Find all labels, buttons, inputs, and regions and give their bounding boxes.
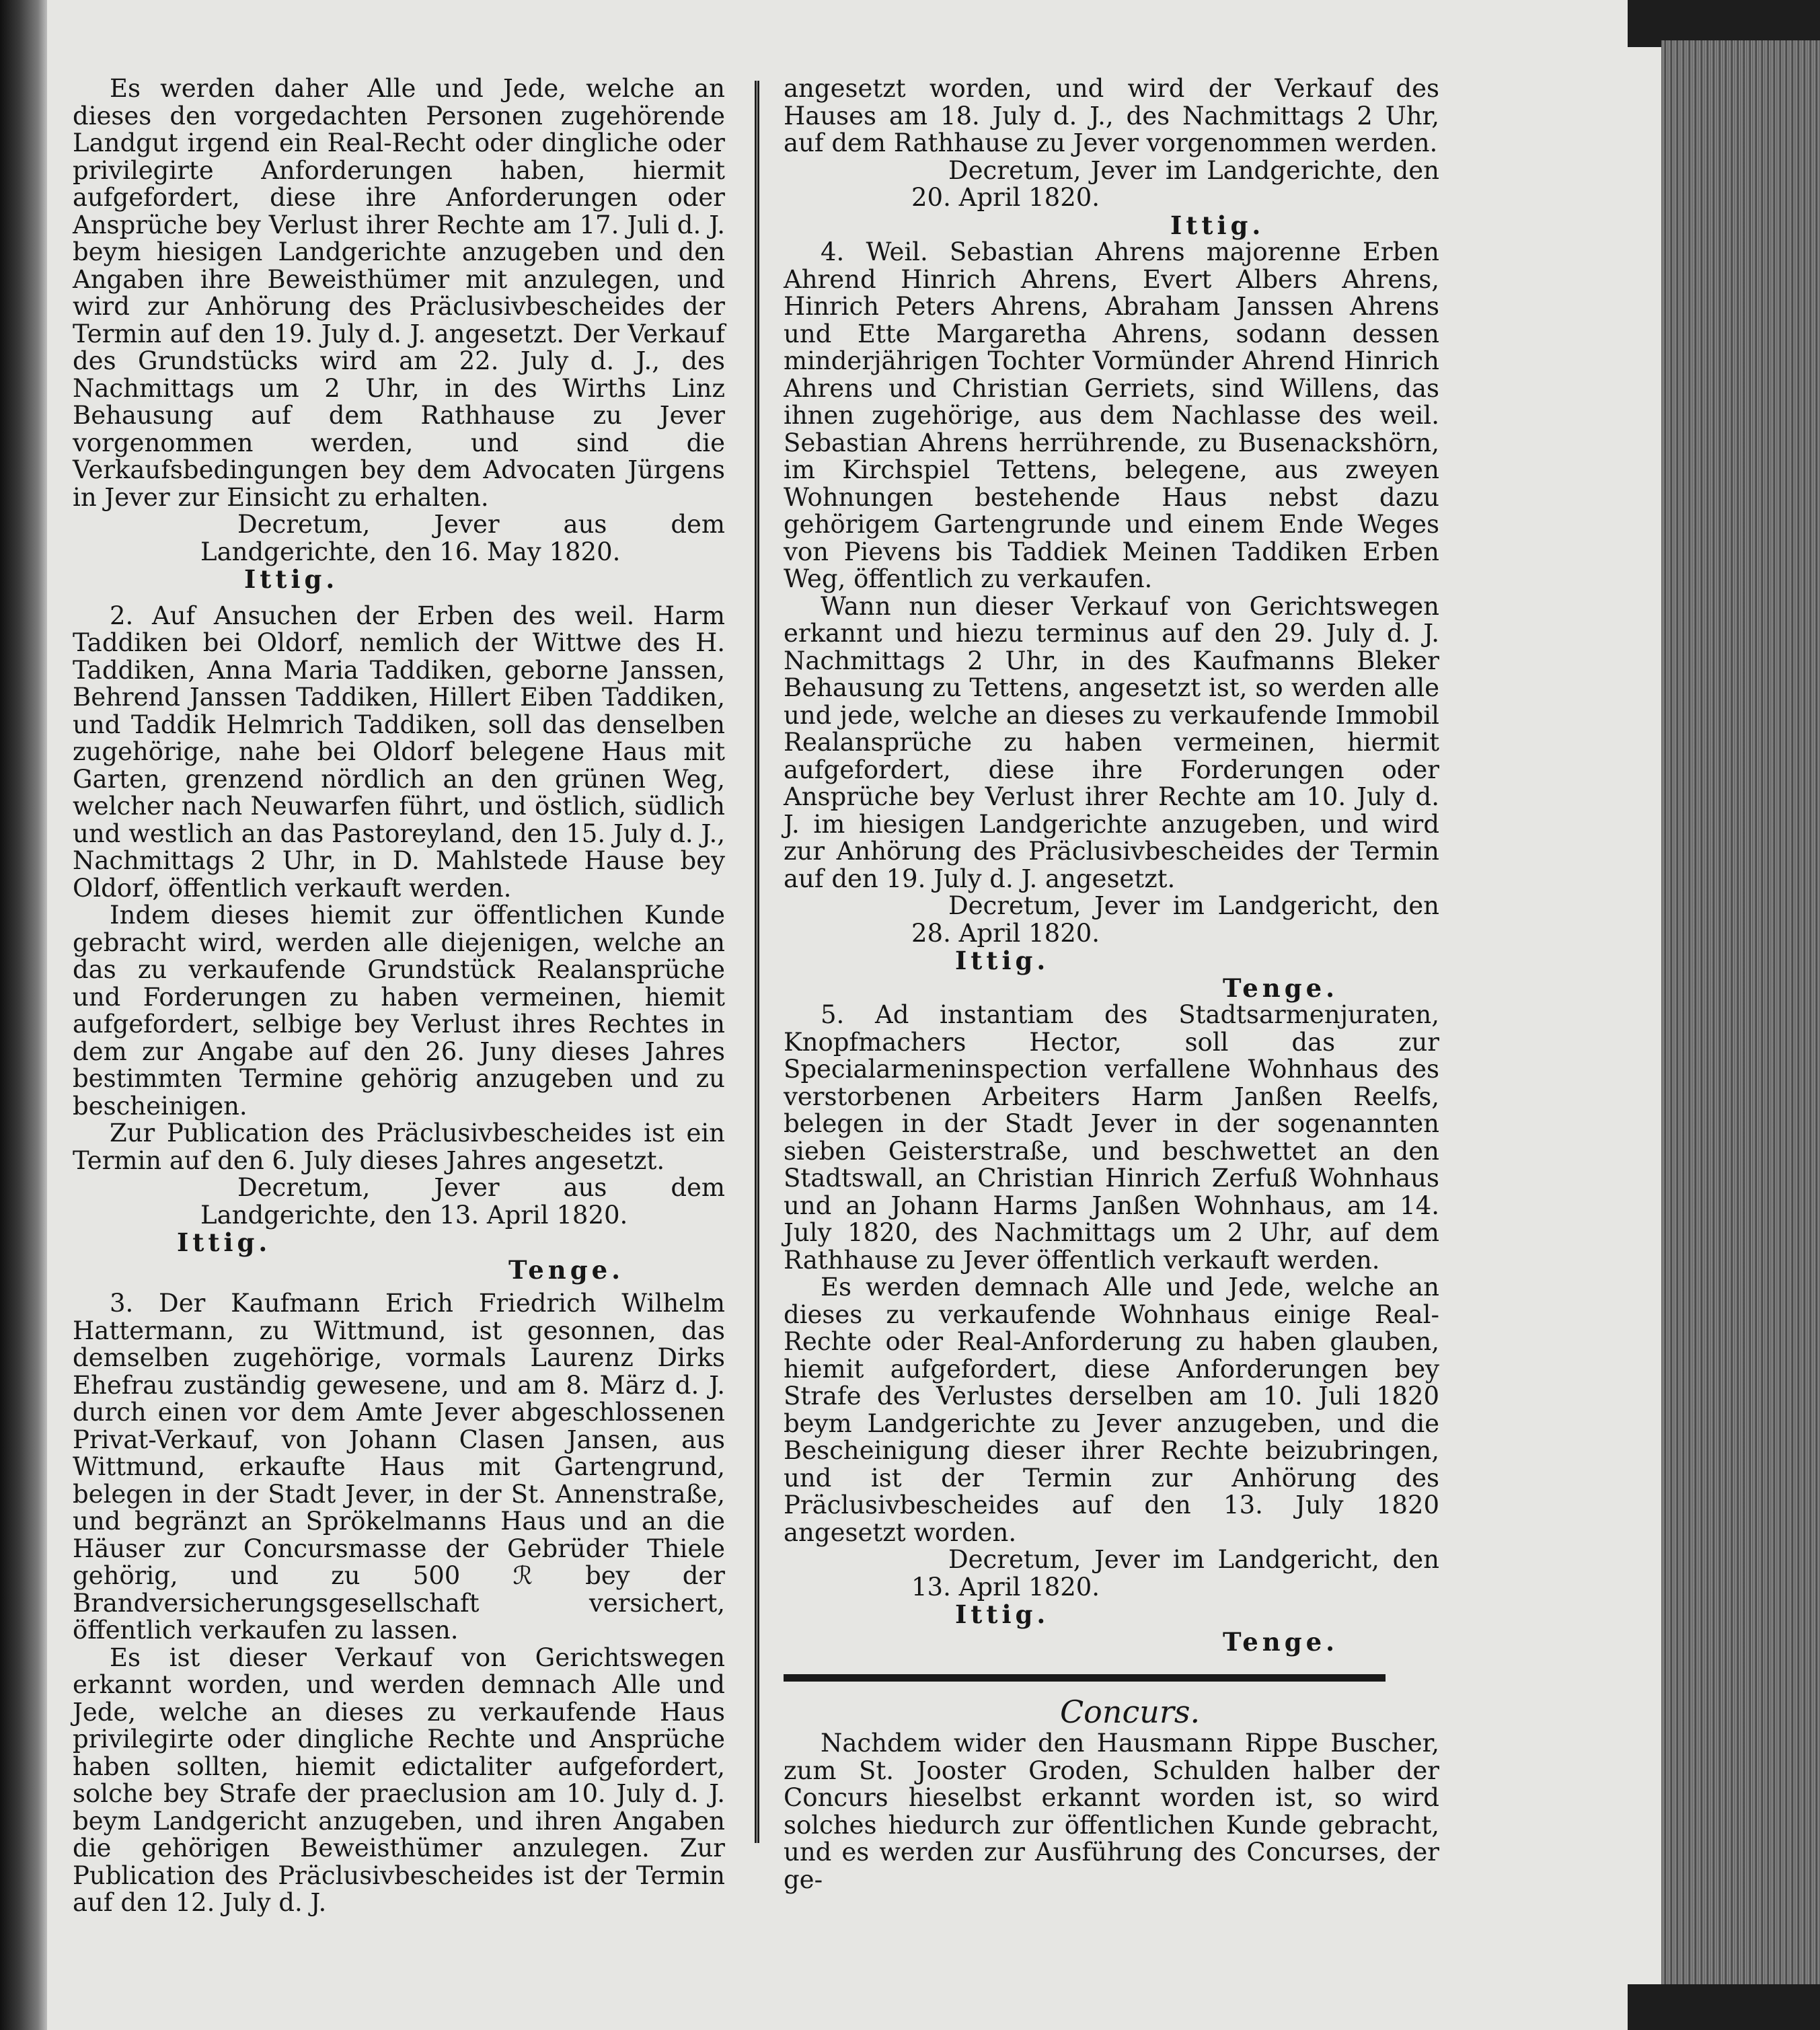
signature-ittig-5: Ittig. [955, 1600, 1050, 1629]
notice-4-summons: Wann nun dieser Verkauf von Gerichtswegen erkannt und hiezu terminus auf den 29. July d. J. Nachmittags 2 Uhr, in des Kaufmanns Bleker Behausung zu Tettens, angesetzt ist, so werden alle und jede, welche an dieses zu verkaufende Immobil Realansprüche zu haben vermeinen, hiermit aufgefordert, diese ihre Forderungen oder Ansprüche bey Verlust ihrer Rechte am 10. July d. J. im hiesigen Landgerichte anzugeben, und wird zur Anhörung des Präclusivbescheides der Termin auf den 19. July d. J. angesetzt. [784, 591, 1439, 893]
notice-2-text: 2. Auf Ansuchen der Erben des weil. Harm Taddiken bei Oldorf, nemlich der Wittwe des H. Taddiken, Anna Maria Taddiken, geborne Janssen, Behrend Janssen Taddiken, Hillert Eiben Taddiken, und Taddik Helmrich Taddiken, soll das denselben zugehörige, nahe bei Oldorf belegene Haus mit Garten, grenzend nördlich an den grünen Weg, welcher nach Neuwarfen führt, und östlich, südlich und westlich an das Pastoreyland, den 15. July d. J., Nachmittags 2 Uhr, in D. Mahlstede Hause bey Oldorf, öffentlich verkauft werden. [73, 601, 725, 903]
signature-tenge-2: Tenge. [508, 1254, 624, 1285]
decretum-2: Decretum, Jever aus dem Landgerichte, den 13. April 1820. [200, 1173, 725, 1230]
column-divider [755, 81, 759, 1843]
notice-3-text: 3. Der Kaufmann Erich Friedrich Wilhelm Hattermann, zu Wittmund, ist gesonnen, das demselben zugehörige, vormals Laurenz Dirks Ehefrau zuständig gewesene, und am 8. März d. J. durch einen vor dem Amte Jever abgeschlossenen Privat-Verkauf, von Johann Clasen Jansen, aus Wittmund, erkaufte Haus mit Gartengrund, belegen in der Stadt Jever, in der St. Annenstraße, und begränzt an Sprökelmanns Haus und an die Häuser zur Concursmasse der Gebrüder Thiele gehörig, und zu 500 ℛ bey der Brandversicherungsgesellschaft versichert, öffentlich verkaufen zu lassen. [73, 1289, 725, 1645]
decretum-3: Decretum, Jever im Landgerichte, den 20. April 1820. [911, 155, 1439, 212]
decretum-1: Decretum, Jever aus dem Landgerichte, den 16. May 1820. [200, 510, 725, 566]
right-column [784, 75, 1439, 1893]
notice-4-text: 4. Weil. Sebastian Ahrens majorenne Erben Ahrend Hinrich Ahrens, Evert Albers Ahrens, Hinrich Peters Ahrens, Abraham Janssen Ahrens und Ette Margaretha Ahrens, sodann dessen minderjährigen Tochter Vormünder Ahrend Hinrich Ahrens und Christian Gerriets, sind Willens, das ihnen zugehörige, aus dem Nachlasse des weil. Sebastian Ahrens herrührende, zu Busenackshörn, im Kirchspiel Tettens, belegene, aus zweyen Wohnungen bestehende Haus nebst dazu gehörigem Gartengrunde und einem Ende Weges von Pievens bis Taddiek Meinen Taddiken Erben Weg, öffentlich zu verkaufen. [784, 237, 1439, 593]
notice-1-conclusion: Es werden daher Alle und Jede, welche an dieses den vorgedachten Personen zugehörende Landgut irgend ein Real-Recht oder dingliche oder privilegirte Anforderungen haben, hiermit aufgefordert, diese ihre Anforderungen oder Ansprüche bey Verlust ihrer Rechte am 17. Juli d. J. beym hiesigen Landgerichte anzugeben und den Angaben ihre Beweisthümer mit anzulegen, und wird zur Anhörung des Präclusivbescheides der Termin auf den 19. July d. J. angesetzt. Der Verkauf des Grundstücks wird am 22. July d. J., des Nachmittags um 2 Uhr, in des Wirths Linz Behausung auf dem Rathhause zu Jever vorgenommen werden, und sind die Verkaufsbedingungen bey dem Advocaten Jürgens in Jever zur Einsicht zu erhalten. [73, 74, 725, 512]
signature-ittig-3: Ittig. [1170, 210, 1265, 240]
section-rule [784, 1674, 1386, 1682]
notice-2-publication: Zur Publication des Präclusivbescheides ist ein Termin auf den 6. July dieses Jahres angesetzt. [73, 1119, 725, 1175]
signature-tenge-4: Tenge. [1222, 973, 1338, 1003]
signature-ittig-2: Ittig. [177, 1228, 272, 1257]
notice-5-text: 5. Ad instantiam des Stadtsarmenjuraten, Knopfmachers Hector, soll das zur Specialarmeninspection verfallene Wohnhaus des verstorbenen Arbeiters Harm Janßen Reelfs, belegen in der Stadt Jever in der sogenannten sieben Geisterstraße, und beschwettet an den Stadtswall, an Christian Hinrich Zerfuß Wohnhaus und an Johann Harms Janßen Wohnhaus, am 14. July 1820, des Nachmittags um 2 Uhr, auf dem Rathhause zu Jever öffentlich verkauft werden. [784, 1000, 1439, 1275]
concurs-text: Nachdem wider den Hausmann Rippe Buscher, zum St. Jooster Groden, Schulden halber der Concurs hieselbst erkannt worden ist, so wird solches hiedurch zur öffentlichen Kunde gebracht, und es werden zur Ausführung des Concurses, der ge- [784, 1729, 1439, 1894]
notice-5-summons: Es werden demnach Alle und Jede, welche an dieses zu verkaufende Wohnhaus einige Real-Rechte oder Real-Anforderung zu haben glauben, hiemit aufgefordert, diese Anforderungen bey Strafe des Verlustes derselben am 10. Juli 1820 beym Landgerichte zu Jever anzugeben, und die Bescheinigung dieser ihrer Rechte beizubringen, und ist der Termin zur Anhörung des Präclusivbescheides auf den 13. July 1820 angesetzt worden. [784, 1273, 1439, 1547]
page-stack-bottom-shadow [1628, 1984, 1820, 2030]
notice-3-continuation: angesetzt worden, und wird der Verkauf des Hauses am 18. July d. J., des Nachmittags 2 Uhr, auf dem Rathhause zu Jever vorgenommen werden. [784, 74, 1439, 157]
book-binding-shadow [0, 0, 47, 2030]
signature-tenge-5: Tenge. [1222, 1626, 1338, 1657]
signature-ittig-4: Ittig. [955, 946, 1050, 975]
page-stack-edges [1661, 40, 1820, 1991]
decretum-5: Decretum, Jever im Landgericht, den 13. April 1820. [911, 1545, 1439, 1602]
signature-ittig-1: Ittig. [244, 564, 339, 594]
notice-2-summons: Indem dieses hiemit zur öffentlichen Kunde gebracht wird, werden alle diejenigen, welche an das zu verkaufende Grundstück Realansprüche und Forderungen zu haben vermeinen, hiemit aufgefordert, selbige bey Verlust ihres Rechtes in dem zur Angabe auf den 26. Juny dieses Jahres bestimmten Termine gehörig anzugeben und zu bescheinigen. [73, 901, 725, 1121]
decretum-4: Decretum, Jever im Landgericht, den 28. April 1820. [911, 891, 1439, 948]
left-column [73, 75, 725, 1917]
section-heading-concurs: Concurs. [1059, 1694, 1201, 1730]
notice-3-summons: Es ist dieser Verkauf von Gerichtswegen erkannt worden, und werden demnach Alle und Jede, welche an dieses zu verkaufende Haus privilegirte oder dingliche Rechte und Ansprüche haben sollten, hiemit edictaliter aufgefordert, solche bey Strafe der praeclusion am 10. July d. J. beym Landgericht anzugeben, und ihren Angaben die gehörigen Beweisthümer anzulegen. Zur Publication des Präclusivbescheides ist der Termin auf den 12. July d. J. [73, 1643, 725, 1917]
